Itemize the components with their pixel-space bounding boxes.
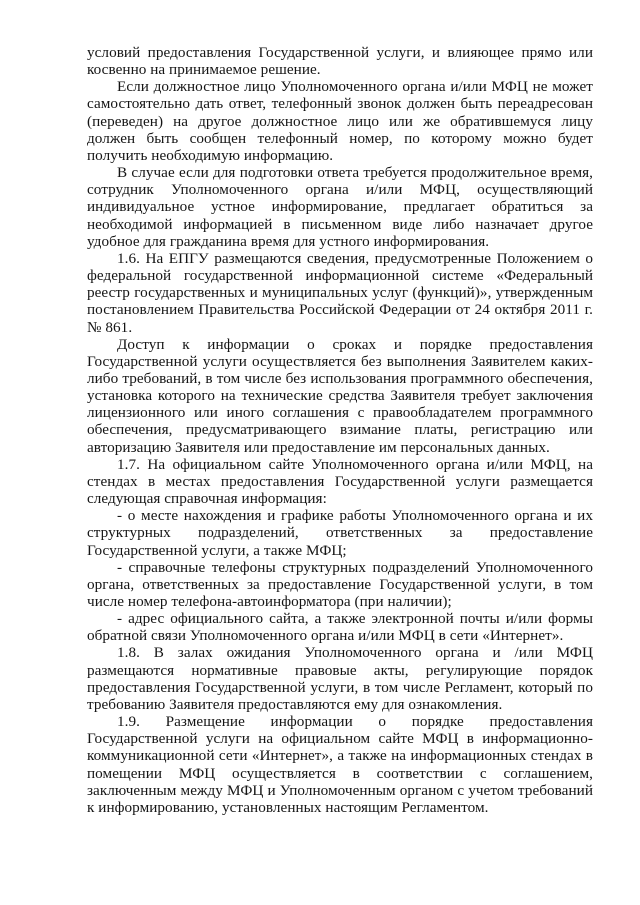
paragraph-1-9: 1.9. Размещение информации о порядке предоставления Государственной услуги на официальном сайте МФЦ в информационно-коммуникационной сети «Интернет», а также на информационных стендах в помещении МФЦ осуществляется в соответствии с соглашением, заключенным между МФЦ и Уполномоченным органом с учетом требований к информированию, установленных настоящим Регламентом. xyxy=(87,713,593,816)
paragraph-access: Доступ к информации о сроках и порядке предоставления Государственной услуги осуществляется без выполнения Заявителем каких-либо требований, в том числе без использования программного обеспечения, установка которого на технические средства Заявителя требует заключения лицензионного или иного соглашения с правообладателем программного обеспечения, предусматривающего взимание платы, регистрацию или авторизацию Заявителя или предоставление им персональных данных. xyxy=(87,335,593,456)
bullet-location: - о месте нахождения и графике работы Уполномоченного органа и их структурных подразделений, ответственных за предоставление Государственной услуги, а также МФЦ; xyxy=(87,507,593,559)
paragraph-1-8: 1.8. В залах ожидания Уполномоченного органа и /или МФЦ размещаются нормативные правовые акты, регулирующие порядок предоставления Государственной услуги, в том числе Регламент, который по требованию Заявителя предоставляются ему для ознакомления. xyxy=(87,644,593,713)
paragraph-1-6: 1.6. На ЕПГУ размещаются сведения, предусмотренные Положением о федеральной государственной информационной системе «Федеральный реестр государственных и муниципальных услуг (функций)», утвержденным постановлением Правительства Российской Федерации от 24 октября 2011 г. № 861. xyxy=(87,249,593,336)
bullet-website: - адрес официального сайта, а также электронной почты и/или формы обратной связи Уполномоченного органа и/или МФЦ в сети «Интернет». xyxy=(87,610,593,645)
paragraph-long-answer: В случае если для подготовки ответа требуется продолжительное время, сотрудник Уполномоченного органа и/или МФЦ, осуществляющий индивидуальное устное информирование, предлагает обратиться за необходимой информацией в письменном виде либо назначает другое удобное для гражданина время для устного информирования. xyxy=(87,164,593,250)
paragraph-call-redirect: Если должностное лицо Уполномоченного органа и/или МФЦ не может самостоятельно дать ответ, телефонный звонок должен быть переадресован (переведен) на другое должностное лицо или же обратившемуся лицу должен быть сообщен телефонный номер, по которому можно будет получить необходимую информацию. xyxy=(87,78,593,164)
paragraph-continuation: условий предоставления Государственной услуги, и влияющее прямо или косвенно на принимаемое решение. xyxy=(87,44,593,79)
paragraph-1-7: 1.7. На официальном сайте Уполномоченного органа и/или МФЦ, на стендах в местах предоставления Государственной услуги размещается следующая справочная информация: xyxy=(87,455,593,508)
document-body xyxy=(87,44,593,816)
bullet-phones: - справочные телефоны структурных подразделений Уполномоченного органа, ответственных за предоставление Государственной услуги, в том числе номер телефона-автоинформатора (при наличии); xyxy=(87,558,593,610)
